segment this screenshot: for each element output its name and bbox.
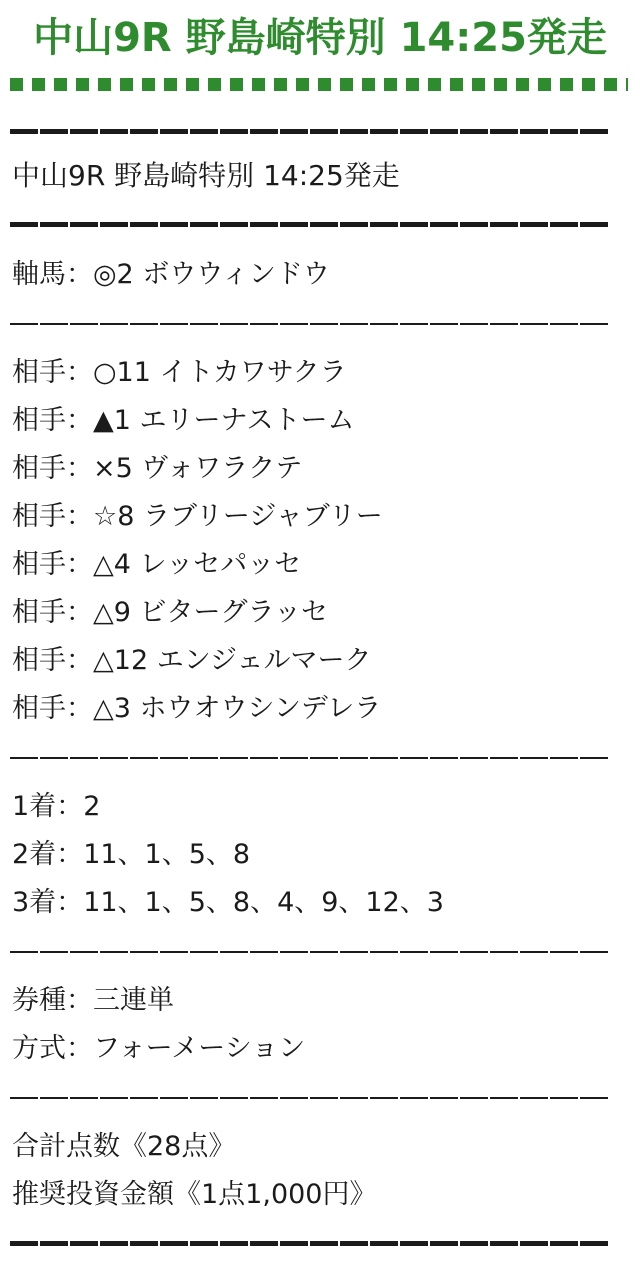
result-label: 3着： [12, 887, 84, 918]
dotted-divider [10, 78, 628, 91]
partner-value: ▲1 エリーナストーム [93, 405, 355, 436]
totals-section [0, 1123, 640, 1219]
partner-value: ☆8 ラブリージャブリー [93, 501, 383, 532]
result-line-1st [0, 783, 640, 831]
partner-label: 相手： [12, 693, 93, 724]
result-label: 2着： [12, 839, 84, 870]
section-divider-thin [10, 1097, 610, 1099]
result-label: 1着： [12, 791, 84, 822]
bet-type-label: 券種： [12, 985, 93, 1016]
partner-label: 相手： [12, 549, 93, 580]
axis-label: 軸馬： [12, 259, 93, 290]
partner-label: 相手： [12, 645, 93, 676]
bet-type-section [0, 977, 640, 1073]
bet-method-value: フォーメーション [93, 1033, 306, 1064]
partner-line [0, 349, 640, 397]
partner-value: △12 エンジェルマーク [93, 645, 372, 676]
axis-value: ◎2 ボウウィンドウ [93, 259, 330, 290]
bet-method-label: 方式： [12, 1033, 93, 1064]
partner-list [0, 349, 640, 733]
section-divider-thick [10, 1241, 610, 1246]
partner-line [0, 445, 640, 493]
partner-line [0, 637, 640, 685]
partner-label: 相手： [12, 405, 93, 436]
race-subtitle: 中山9R 野島崎特別 14:25発走 [12, 159, 400, 192]
recommended-stake-line: 推奨投資金額《1点1,000円》 [12, 1179, 377, 1210]
total-points-line: 合計点数《28点》 [12, 1131, 236, 1162]
partner-label: 相手： [12, 453, 93, 484]
bet-type-line [0, 977, 640, 1025]
partner-label: 相手： [12, 597, 93, 628]
partner-line [0, 589, 640, 637]
section-divider-thick [10, 129, 610, 134]
partner-label: 相手： [12, 501, 93, 532]
bet-type-value: 三連単 [93, 985, 174, 1016]
formation-list [0, 783, 640, 927]
partner-label: 相手： [12, 357, 93, 388]
result-value: 2 [83, 791, 101, 822]
section-divider-thick [10, 222, 610, 227]
result-value: 11、1、5、8、4、9、12、3 [83, 887, 444, 918]
bet-method-line [0, 1025, 640, 1073]
partner-value: △9 ビターグラッセ [93, 597, 328, 628]
partner-line [0, 685, 640, 733]
section-divider-thin [10, 951, 610, 953]
section-divider-thin [10, 757, 610, 759]
partner-value: ×5 ヴォワラクテ [93, 453, 303, 484]
page-title: 中山9R 野島崎特別 14:25発走 [33, 15, 607, 61]
section-divider-thin [10, 323, 610, 325]
partner-value: △4 レッセパッセ [93, 549, 302, 580]
partner-line [0, 541, 640, 589]
axis-horse-line [0, 251, 640, 299]
result-line-2nd [0, 831, 640, 879]
partner-value: ○11 イトカワサクラ [93, 357, 347, 388]
partner-line [0, 397, 640, 445]
partner-value: △3 ホウオウシンデレラ [93, 693, 382, 724]
result-value: 11、1、5、8 [83, 839, 251, 870]
partner-line [0, 493, 640, 541]
result-line-3rd [0, 879, 640, 927]
